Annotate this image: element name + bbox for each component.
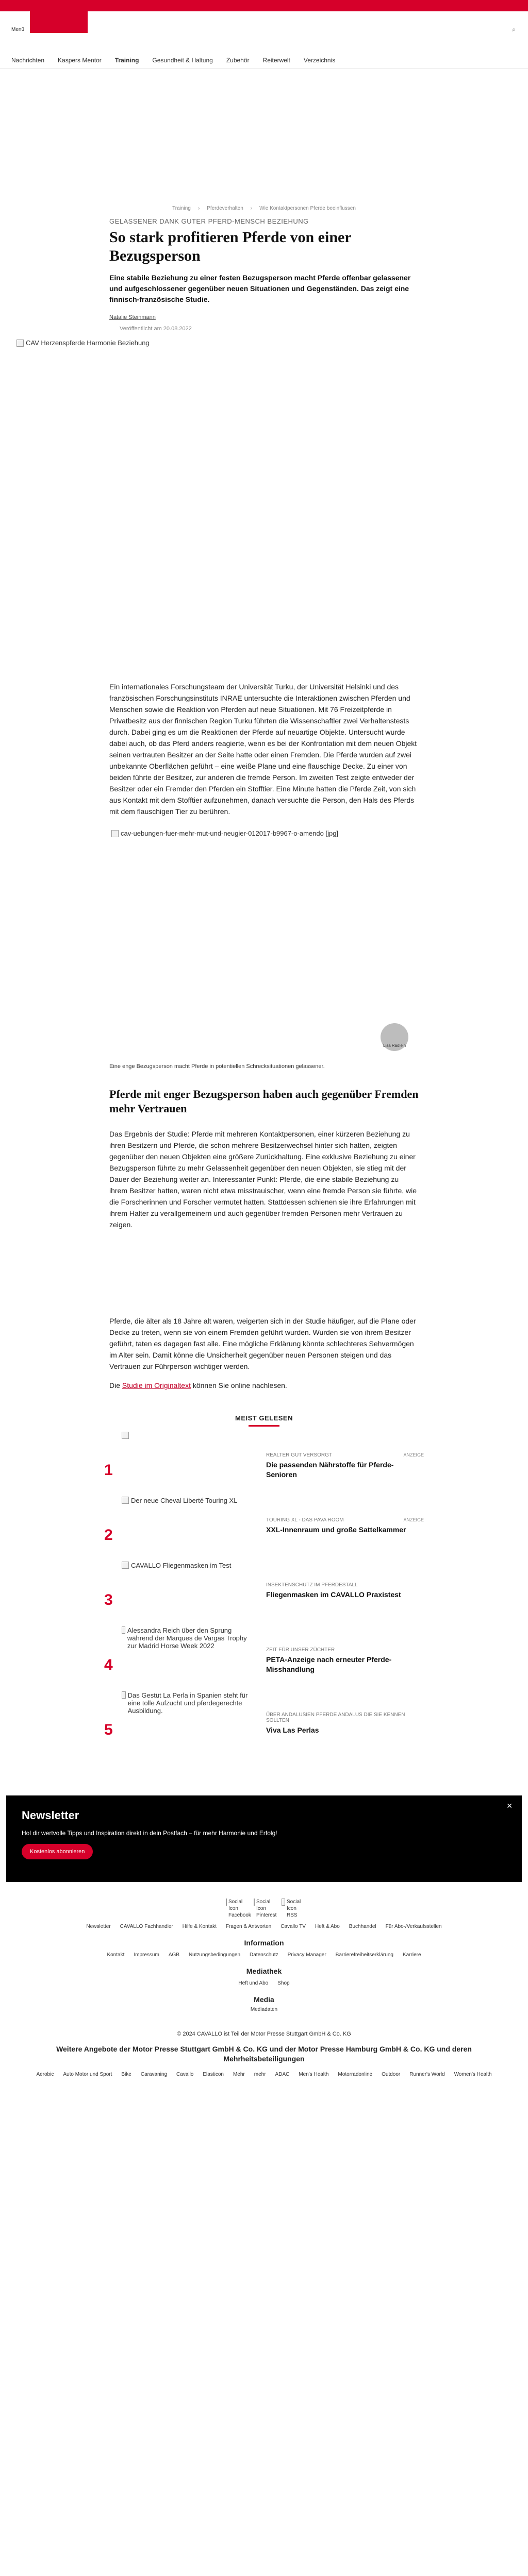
most-read-item[interactable]: [104, 1432, 424, 1492]
image-caption: Eine enge Bezugsperson macht Pferde in potentiellen Schrecksituationen gelassener.: [109, 1063, 325, 1070]
footer-links-information: [0, 1952, 528, 1958]
ad-space: [0, 69, 528, 206]
most-read-headline[interactable]: Viva Las Perlas: [266, 1726, 319, 1734]
brand-link[interactable]: Auto Motor und Sport: [63, 2072, 112, 2077]
copyright: © 2024 CAVALLO ist Teil der Motor Presse Stuttgart GmbH & Co. KG: [177, 2031, 351, 2037]
most-read-headline[interactable]: PETA-Anzeige nach erneuter Pferde-Misshandlung: [266, 1655, 392, 1673]
broken-image-icon: [122, 1432, 129, 1439]
brand-link[interactable]: Motorradonline: [338, 2072, 373, 2077]
social-label: Social Icon Pinterest: [256, 1899, 277, 1918]
most-read-item[interactable]: [104, 1691, 424, 1751]
pinterest-icon[interactable]: [254, 1899, 277, 1919]
most-read-image: [122, 1432, 256, 1483]
most-read-number: 1: [104, 1462, 113, 1479]
footer-links-mediathek: [0, 1980, 528, 1986]
brand-link[interactable]: ADAC: [275, 2072, 290, 2077]
most-read-item[interactable]: [104, 1626, 424, 1686]
breadcrumb-separator: ›: [250, 206, 253, 211]
broken-image-icon: [226, 1899, 227, 1906]
most-read-number: 5: [104, 1721, 113, 1738]
kicker-text: TOURING XL - DAS PAVA ROOM: [266, 1517, 344, 1523]
main-nav: [0, 52, 528, 69]
most-read-headline[interactable]: Die passenden Nährstoffe für Pferde-Senioren: [266, 1461, 394, 1479]
footer-link[interactable]: Buchhandel: [349, 1924, 376, 1929]
brand-link[interactable]: Cavallo: [176, 2072, 194, 2077]
footer-link[interactable]: Fragen & Antworten: [225, 1924, 272, 1929]
newsletter-text: Hol dir wertvolle Tipps und Inspiration direkt in dein Postfach – für mehr Harmonie und Erfolg!: [22, 1829, 277, 1837]
most-read-kicker: [266, 1452, 424, 1458]
body-text: [109, 1315, 419, 1372]
footer-links-primary: [0, 1924, 528, 1929]
article-kicker: GELASSENER DANK GUTER PFERD-MENSCH BEZIEHUNG: [109, 217, 309, 225]
most-read-number: 3: [104, 1591, 113, 1608]
title-underline: [249, 1425, 279, 1427]
link-prefix: Die: [109, 1381, 122, 1389]
most-read-img-alt: Alessandra Reich über den Sprung während der Marques de Vargas Trophy zur Madrid Horse Week 2022: [127, 1626, 247, 1650]
most-read-item[interactable]: [104, 1562, 424, 1621]
footer-heading-media: Media: [254, 1995, 274, 2004]
most-read-item[interactable]: [104, 1497, 424, 1556]
broken-image-icon: [282, 1899, 285, 1906]
search-icon[interactable]: ⌕: [512, 26, 516, 33]
brand-link[interactable]: mehr: [254, 2072, 266, 2077]
study-link[interactable]: Studie im Originaltext: [122, 1381, 191, 1389]
menu-button[interactable]: Menü: [11, 27, 25, 32]
brand-link[interactable]: Elasticon: [203, 2072, 224, 2077]
publisher-heading: Weitere Angebote der Motor Presse Stuttgart GmbH & Co. KG und der Motor Presse Hamburg GmbH & Co. KG und deren Mehrheitsbeteiligungen: [56, 2045, 472, 2063]
footer-link-mediadaten[interactable]: Mediadaten: [250, 2007, 278, 2012]
subheading: Pferde mit enger Bezugsperson haben auch gegenüber Fremden mehr Vertrauen: [109, 1088, 419, 1115]
broken-image-icon: [111, 830, 119, 837]
most-read-image: [122, 1562, 256, 1613]
social-label: Social Icon RSS: [286, 1899, 301, 1918]
paragraph: Pferde, die älter als 18 Jahre alt waren, weigerten sich in der Studie häufiger, auf die Plane oder Decke zu treten, wenn sie von einem Fremden geführt wurden. Wurden sie von ihrem Besitzer geführt, taten es dagegen fast alle. Eine mögliche Erklärung könnte schlechteres Sehvermögen im Alter sein. Damit könne die Unsicherheit gegenüber neuen Personen steigen und das Vertrauen zur Führperson wichtiger werden.: [109, 1317, 416, 1370]
article-title: So stark profitieren Pferde von einer Bezugsperson: [109, 229, 352, 264]
most-read-kicker: [266, 1582, 424, 1588]
newsletter-subscribe-button[interactable]: Kostenlos abonnieren: [22, 1844, 93, 1859]
brand-link[interactable]: Caravaning: [140, 2072, 168, 2077]
footer-link[interactable]: Shop: [277, 1980, 290, 1986]
most-read-number: 4: [104, 1656, 113, 1673]
paragraph: Das Ergebnis der Studie: Pferde mit mehreren Kontaktpersonen, einer kürzeren Beziehung zu ihren Besitzern und Pferde, die schon mehrere Besitzerwechsel hinter sich hatten, zeigten gegenüber den neuen Objekten eine größere Zurückhaltung. Eine exklusive Beziehung zu einer Bezugsperson führte zu mehr Gelassenheit gegenüber den neuen Objekten, sie stieg mit der Dauer der Beziehung weiter an. Interessanter Punkt: Pferde, die eine stabile Beziehung zu ihrem Besitzer hatten, waren nicht etwa misstrauischer, wenn eine fremde Person sie führte, wie die Forscherinnen und Forscher vermutet hatten. Stattdessen schienen sie ihre Erfahrungen mit ihrem Halter zu verallgemeinern und auch gegenüber fremden Personen mehr Vertrauen zu zeigen.: [109, 1130, 417, 1229]
most-read-image: [122, 1626, 256, 1678]
inline-image: [109, 829, 419, 1056]
link-suffix: können Sie online nachlesen.: [190, 1381, 287, 1389]
footer-heading-mediathek: Mediathek: [246, 1967, 282, 1975]
most-read-kicker: [266, 1517, 424, 1523]
brand-link[interactable]: Outdoor: [382, 2072, 401, 2077]
hero-alt-text: CAV Herzenspferde Harmonie Beziehung: [26, 339, 150, 347]
broken-image-icon: [122, 1497, 129, 1504]
most-read-text: [256, 1691, 424, 1735]
footer-link[interactable]: AGB: [168, 1952, 179, 1958]
footer-link[interactable]: Heft und Abo: [238, 1980, 269, 1986]
footer-link[interactable]: Heft & Abo: [315, 1924, 340, 1929]
most-read-kicker: [266, 1712, 424, 1723]
paragraph: Ein internationales Forschungsteam der Universität Turku, der Universität Helsinki und des französischen Forschungsinstituts INRAE untersuchte die Interaktionen zwischen Pferden und Menschen sowie die Reaktion von Pferden auf neue Situationen. Mit 76 Freizeitpferde in Privatbesitz aus der finnischen Region Turku führten die Wissenschaftler zwei Verhaltenstests durch. Dabei ging es um die Reaktionen der Pferde auf neuartige Objekte. Untersucht wurde dabei auch, ob das Pferd anders reagierte, wenn es bei der Konfrontation mit dem neuen Objekt seinen vertrauten Besitzer an der Seite hatte oder einen Fremden. Die Pferde wurden auf zwei unbekannte Oberflächen geführt – eine weiße Plane und eine flauschige Decke. Zu einer von beiden führte der Besitzer, zur anderen die fremde Person. Im zweiten Test zeigte entweder der Besitzer oder ein Fremder den Pferden ein Stofftier. Eine Minute hatten die Pferde Zeit, von sich aus Kontakt mit dem Stofftier aufzunehmen, danach versuchte die Person, den Hals des Pferds mit dem flauschigen Tier zu berühren.: [109, 683, 417, 816]
footer-link[interactable]: Datenschutz: [250, 1952, 278, 1958]
broken-image-icon: [254, 1899, 255, 1906]
hero-image-alt: [16, 339, 150, 347]
brand-link[interactable]: Women's Health: [454, 2072, 492, 2077]
most-read-text: [256, 1626, 424, 1674]
most-read-text: [256, 1432, 424, 1480]
footer-link[interactable]: CAVALLO Fachhandler: [120, 1924, 173, 1929]
breadcrumb-separator: ›: [197, 206, 200, 211]
most-read-kicker: [266, 1647, 424, 1653]
breadcrumb-current: Wie Kontaktpersonen Pferde beeinflussen: [259, 206, 356, 211]
kicker-text: INSEKTENSCHUTZ IM PFERDESTALL: [266, 1582, 358, 1588]
broken-image-icon: [16, 340, 24, 347]
most-read-image: [122, 1691, 256, 1743]
footer-link[interactable]: Nutzungsbedingungen: [188, 1952, 241, 1958]
kicker-text: REALTER GUT VERSORGT: [266, 1452, 332, 1458]
footer-link[interactable]: Impressum: [134, 1952, 159, 1958]
broken-image-icon: [122, 1562, 129, 1569]
footer-link[interactable]: Für Abo-/Verkaufsstellen: [385, 1924, 442, 1929]
footer-link[interactable]: Barrierefreiheitserklärung: [335, 1952, 393, 1958]
brand-link[interactable]: Runner's World: [409, 2072, 445, 2077]
ad-badge: ANZEIGE: [403, 1517, 424, 1522]
close-icon[interactable]: ✕: [506, 1802, 513, 1810]
article-body: [109, 681, 419, 1230]
footer-link[interactable]: Karriere: [402, 1952, 421, 1958]
breadcrumb-item[interactable]: Pferdeverhalten: [207, 206, 243, 211]
footer-heading-information: Information: [244, 1939, 284, 1947]
newsletter-title: Newsletter: [22, 1809, 79, 1822]
most-read-text: [256, 1562, 424, 1600]
footer-link[interactable]: Kontakt: [107, 1952, 125, 1958]
brand-link[interactable]: Bike: [121, 2072, 131, 2077]
nav-item[interactable]: Kaspers Mentor: [58, 56, 102, 64]
footer-link[interactable]: Hilfe & Kontakt: [182, 1924, 217, 1929]
most-read-section: [104, 1414, 424, 1751]
nav-item[interactable]: Verzeichnis: [303, 56, 336, 64]
nav-item-active[interactable]: Training: [114, 56, 139, 64]
brand-link[interactable]: Aerobic: [36, 2072, 54, 2077]
brand-link[interactable]: Men's Health: [299, 2072, 329, 2077]
kicker-text: ZEIT FÜR UNSER ZÜCHTER: [266, 1647, 335, 1653]
hero-image: [6, 339, 522, 669]
most-read-text: [256, 1497, 424, 1535]
publish-date: Veröffentlicht am 20.08.2022: [120, 326, 192, 332]
broken-image-icon: [122, 1691, 126, 1699]
nav-item[interactable]: Gesundheit & Haltung: [152, 56, 213, 64]
body-text: [109, 681, 419, 817]
image-credit: Lisa Rädlein: [381, 1023, 408, 1051]
nav-item[interactable]: Zubehör: [226, 56, 250, 64]
author-link[interactable]: Natalie Steinmann: [109, 314, 156, 320]
footer-link[interactable]: Privacy Manager: [287, 1952, 326, 1958]
most-read-headline[interactable]: Fliegenmasken im CAVALLO Praxistest: [266, 1590, 401, 1599]
rss-icon[interactable]: [282, 1899, 302, 1919]
most-read-img-alt: Der neue Cheval Liberté Touring XL: [131, 1497, 238, 1504]
most-read-image: [122, 1497, 256, 1548]
body-text: [109, 1128, 419, 1230]
nav-item[interactable]: Nachrichten: [11, 56, 45, 64]
kicker-text: ÜBER ANDALUSIEN PFERDE ANDALUS DIE SIE KENNEN SOLLTEN: [266, 1712, 405, 1723]
footer-link[interactable]: Cavallo TV: [280, 1924, 306, 1929]
most-read-headline[interactable]: XXL-Innenraum und große Sattelkammer: [266, 1526, 406, 1534]
inline-image-alt: [109, 829, 419, 837]
most-read-img-alt: CAVALLO Fliegenmasken im Test: [131, 1562, 232, 1569]
site-header: [0, 11, 528, 52]
ad-badge: ANZEIGE: [403, 1452, 424, 1458]
breadcrumb-item[interactable]: Training: [172, 206, 191, 211]
social-icons: [0, 1899, 528, 1919]
brand-link[interactable]: Mehr: [233, 2072, 245, 2077]
most-read-img-alt: Das Gestüt La Perla in Spanien steht für eine tolle Aufzucht und pferdegerechte Ausbildung.: [127, 1691, 248, 1715]
article: [109, 217, 419, 332]
facebook-icon[interactable]: [226, 1899, 251, 1919]
most-read-title: MEIST GELESEN: [235, 1414, 293, 1422]
broken-image-icon: [122, 1626, 125, 1634]
study-link-line: [109, 1381, 419, 1389]
site-logo[interactable]: [30, 11, 88, 33]
most-read-number: 2: [104, 1527, 113, 1544]
footer-link[interactable]: Newsletter: [86, 1924, 111, 1929]
article-teaser: Eine stabile Beziehung zu einer festen Bezugsperson macht Pferde offenbar gelassener und aufgeschlossener gegenüber neuen Situationen und Gegenständen. Das zeigt eine finnisch-französische Studie.: [109, 274, 411, 303]
article-body-2: [109, 1315, 419, 1389]
newsletter-box: [6, 1795, 522, 1882]
social-label: Social Icon Facebook: [228, 1899, 251, 1918]
inline-alt-text: cav-uebungen-fuer-mehr-mut-und-neugier-012017-b9967-o-amendo [jpg]: [121, 829, 339, 837]
footer-brand-links: [0, 2070, 528, 2079]
ad-space: [0, 1230, 528, 1315]
top-accent-bar: [0, 0, 528, 11]
nav-item[interactable]: Reiterwelt: [262, 56, 290, 64]
breadcrumb: [0, 206, 528, 211]
